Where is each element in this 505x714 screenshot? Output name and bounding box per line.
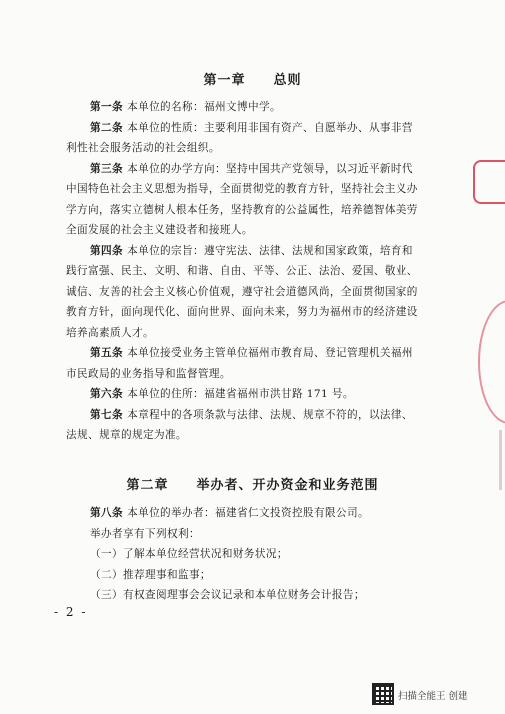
text-line	[66, 182, 446, 196]
article-number: 第六条	[90, 388, 128, 400]
line-text: 本单位的住所：福建省福州市洪甘路 171 号。	[127, 388, 354, 400]
scanner-watermark-label: 扫描全能王 创建	[398, 691, 468, 702]
line-text: 诚信、友善的社会主义核心价值观，遵守社会道德风尚，全面贯彻国家的	[66, 285, 418, 298]
line-text: 本单位接受业务主管单位福州市教育局、登记管理机关福州	[127, 347, 413, 359]
line-text: 市民政局的业务指导和监督管理。	[66, 367, 231, 380]
line-text: 学方向，落实立德树人根本任务，坚持教育的公益属性，培养德智体美劳	[66, 203, 418, 216]
line-text: 本单位的性质：主要利用非国有资产、自愿举办、从事非营	[127, 121, 413, 134]
article-number: 第一条	[90, 101, 128, 113]
line-text: 践行富强、民主、文明、和谐、自由、平等、公正、法治、爱国、敬业、	[66, 265, 418, 277]
red-stamp-fragment	[473, 160, 505, 204]
line-text: 全面发展的社会主义建设者和接班人。	[66, 224, 253, 236]
chapter-1-title: 第一章 总则	[203, 73, 302, 88]
line-text: （一）了解本单位经营状况和财务状况；	[90, 548, 288, 560]
article-number: 第五条	[90, 347, 128, 359]
red-seal-fragment	[478, 300, 505, 424]
line-text: 培养高素质人才。	[66, 326, 154, 339]
line-text: （二）推荐理事和监事；	[90, 568, 211, 581]
text-line	[90, 346, 470, 360]
text-line	[66, 264, 446, 278]
article-number: 第八条	[90, 507, 128, 519]
text-line	[90, 387, 470, 401]
text-line	[90, 244, 470, 258]
text-line	[90, 527, 470, 541]
text-line	[66, 285, 446, 299]
article-number: 第三条	[90, 162, 128, 175]
line-text: 本章程中的各项条款与法律、法规、规章不符的，以法律、	[127, 408, 413, 421]
text-line	[66, 428, 446, 442]
article-number: 第二条	[90, 121, 128, 134]
text-line	[90, 568, 470, 582]
line-text: 利性社会服务活动的社会组织。	[66, 142, 220, 154]
text-line	[90, 506, 470, 520]
chapter-2-title: 第二章 举办者、开办资金和业务范围	[126, 478, 379, 493]
edge-mark	[499, 430, 502, 490]
text-line	[66, 305, 446, 319]
text-line	[66, 203, 446, 217]
line-text: 教育方针，面向现代化、面向世界、面向未来，努力为福州市的经济建设	[66, 306, 418, 318]
text-line	[90, 408, 470, 422]
line-text: 中国特色社会主义思想为指导，全面贯彻党的教育方针，坚持社会主义办	[66, 183, 418, 195]
line-text: 本单位的名称：福州文博中学。	[127, 101, 281, 113]
text-line	[66, 141, 446, 155]
text-line	[90, 100, 470, 114]
line-text: 本单位的举办者：福建省仁文投资控股有限公司。	[127, 507, 369, 519]
text-line	[90, 547, 470, 561]
text-line	[90, 588, 470, 602]
line-text: 本单位的办学方向：坚持中国共产党领导，以习近平新时代	[127, 162, 413, 175]
text-line	[90, 121, 470, 135]
article-number: 第四条	[90, 244, 128, 257]
text-line	[90, 162, 470, 176]
line-text: 法规、规章的规定为准。	[66, 429, 187, 441]
page-number: - 2 -	[54, 605, 88, 619]
article-number: 第七条	[90, 408, 128, 421]
text-line	[66, 223, 446, 237]
line-text: （三）有权查阅理事会会议记录和本单位财务会计报告；	[90, 589, 365, 601]
line-text: 举办者享有下列权利：	[90, 527, 200, 540]
text-line	[66, 326, 446, 340]
line-text: 本单位的宗旨：遵守宪法、法律、法规和国家政策，培育和	[127, 244, 413, 257]
qr-code-icon	[372, 683, 394, 705]
text-line	[66, 367, 446, 381]
